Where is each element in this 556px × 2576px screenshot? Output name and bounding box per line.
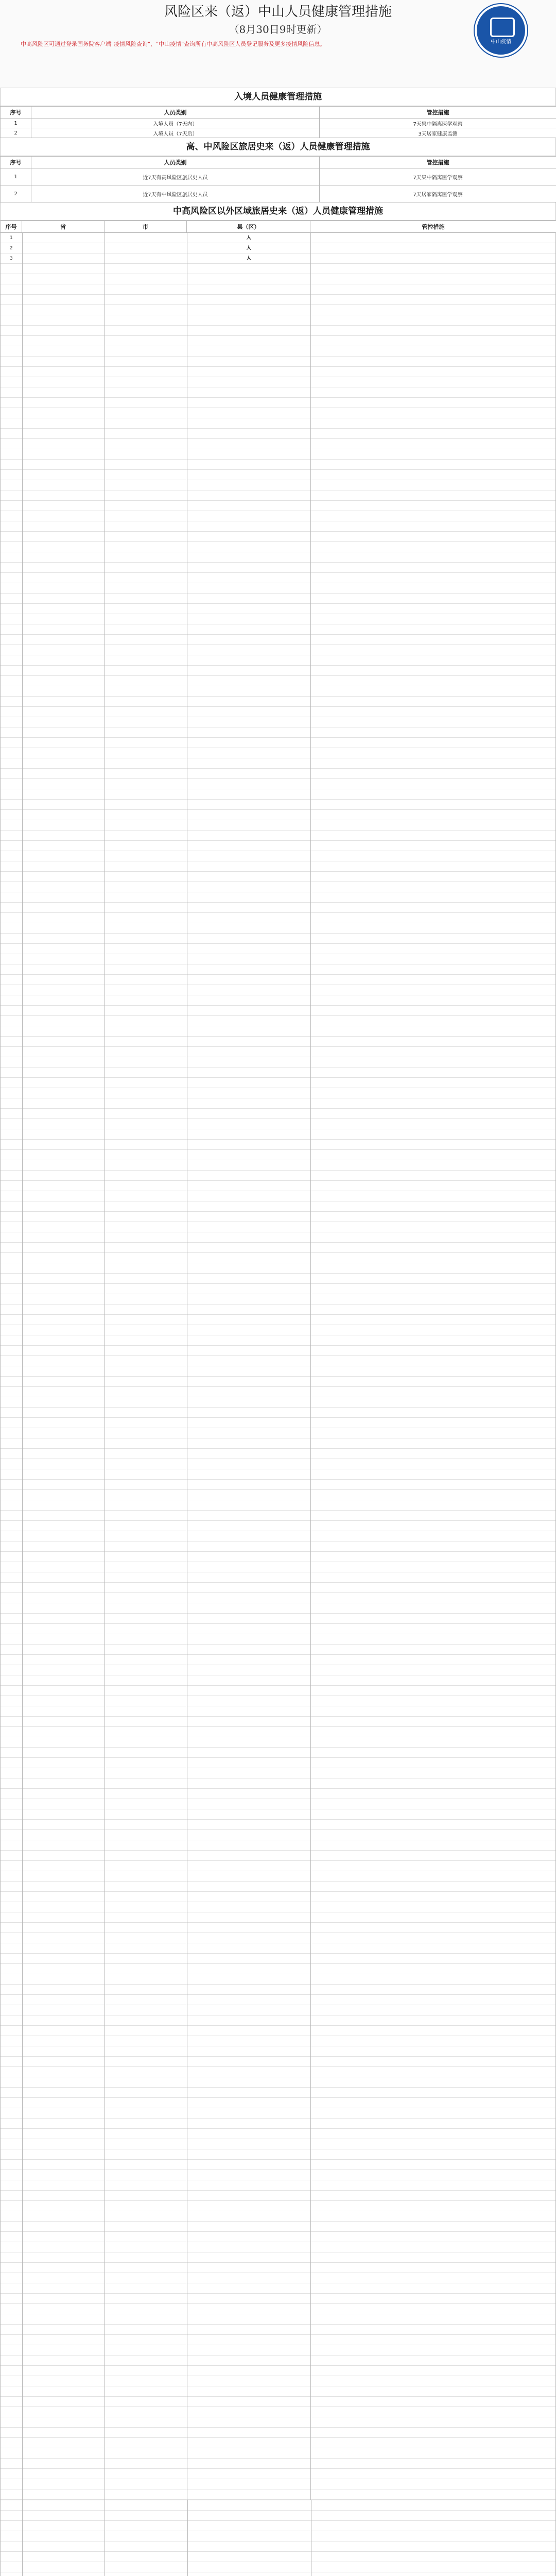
- qr-label: 中山疫情: [491, 39, 511, 45]
- col-type: 人员类别: [31, 157, 320, 168]
- row-seq: 2: [10, 246, 13, 251]
- areas-table-tail: [0, 2500, 556, 2576]
- row-seq: 1: [1, 168, 31, 185]
- tail-col-county: [188, 2500, 311, 2576]
- row-county: 人: [246, 256, 251, 261]
- areas-table-body: [0, 233, 556, 2500]
- table-row: [1, 128, 556, 138]
- areas-table-header: [0, 221, 556, 233]
- col-prov: 省: [22, 221, 105, 233]
- row-seq: 1: [1, 118, 31, 128]
- row-type: 近7天有中风险区旅居史人员: [31, 185, 320, 202]
- row-county: 人: [246, 235, 251, 241]
- risk-table: [0, 156, 556, 202]
- row-seq: 2: [1, 185, 31, 202]
- page-subtitle: （8月30日9时更新）: [229, 23, 327, 36]
- tail-col-prov: [23, 2500, 105, 2576]
- tail-col-city: [105, 2500, 187, 2576]
- col-measure: 管控措施: [310, 221, 556, 233]
- row-seq: 3: [10, 256, 13, 261]
- row-measure: 3天居家健康监测: [320, 128, 556, 138]
- tail-col-seq: [1, 2500, 23, 2576]
- col-city: 市: [105, 221, 187, 233]
- page-title: 风险区来（返）中山人员健康管理措施: [164, 4, 392, 20]
- tail-col-measure: [311, 2500, 555, 2576]
- row-type: 入境人员（7天内）: [31, 118, 320, 128]
- areas-col-county: [187, 233, 311, 2500]
- screen-icon: [490, 18, 515, 37]
- hero: [0, 0, 556, 88]
- col-measure: 管控措施: [320, 107, 556, 118]
- table-row: [1, 168, 556, 185]
- row-measure: 7天居家隔离医学观察: [320, 185, 556, 202]
- areas-col-seq: [1, 233, 23, 2500]
- col-measure: 管控措施: [320, 157, 556, 168]
- col-seq: 序号: [1, 107, 31, 118]
- col-seq: 序号: [1, 221, 22, 233]
- row-type: 入境人员（7天后）: [31, 128, 320, 138]
- row-seq: 2: [1, 128, 31, 138]
- row-seq: 1: [10, 235, 13, 241]
- areas-col-measure: [311, 233, 555, 2500]
- col-county: 县（区）: [187, 221, 310, 233]
- row-measure: 7天集中隔离医学观察: [320, 168, 556, 185]
- table-row: [1, 118, 556, 128]
- areas-heading: 中高风险区以外区域旅居史来（返）人员健康管理措施: [0, 202, 556, 221]
- inbound-heading: 入境人员健康管理措施: [0, 88, 556, 106]
- inbound-table: [0, 106, 556, 138]
- areas-col-city: [105, 233, 187, 2500]
- qr-badge[interactable]: [475, 4, 527, 57]
- row-county: 人: [246, 246, 251, 251]
- areas-col-prov: [23, 233, 105, 2500]
- table-row: [1, 185, 556, 202]
- notice-text: 中高风险区可通过登录国务院客户端"疫情风险查询"、"中山疫情"查询所有中高风险区人员登记服务及更多疫情风险信息。: [21, 41, 326, 47]
- row-type: 近7天有高风险区旅居史人员: [31, 168, 320, 185]
- row-measure: 7天集中隔离医学观察: [320, 118, 556, 128]
- col-seq: 序号: [1, 157, 31, 168]
- col-type: 人员类别: [31, 107, 320, 118]
- risk-heading: 高、中风险区旅居史来（返）人员健康管理措施: [0, 138, 556, 156]
